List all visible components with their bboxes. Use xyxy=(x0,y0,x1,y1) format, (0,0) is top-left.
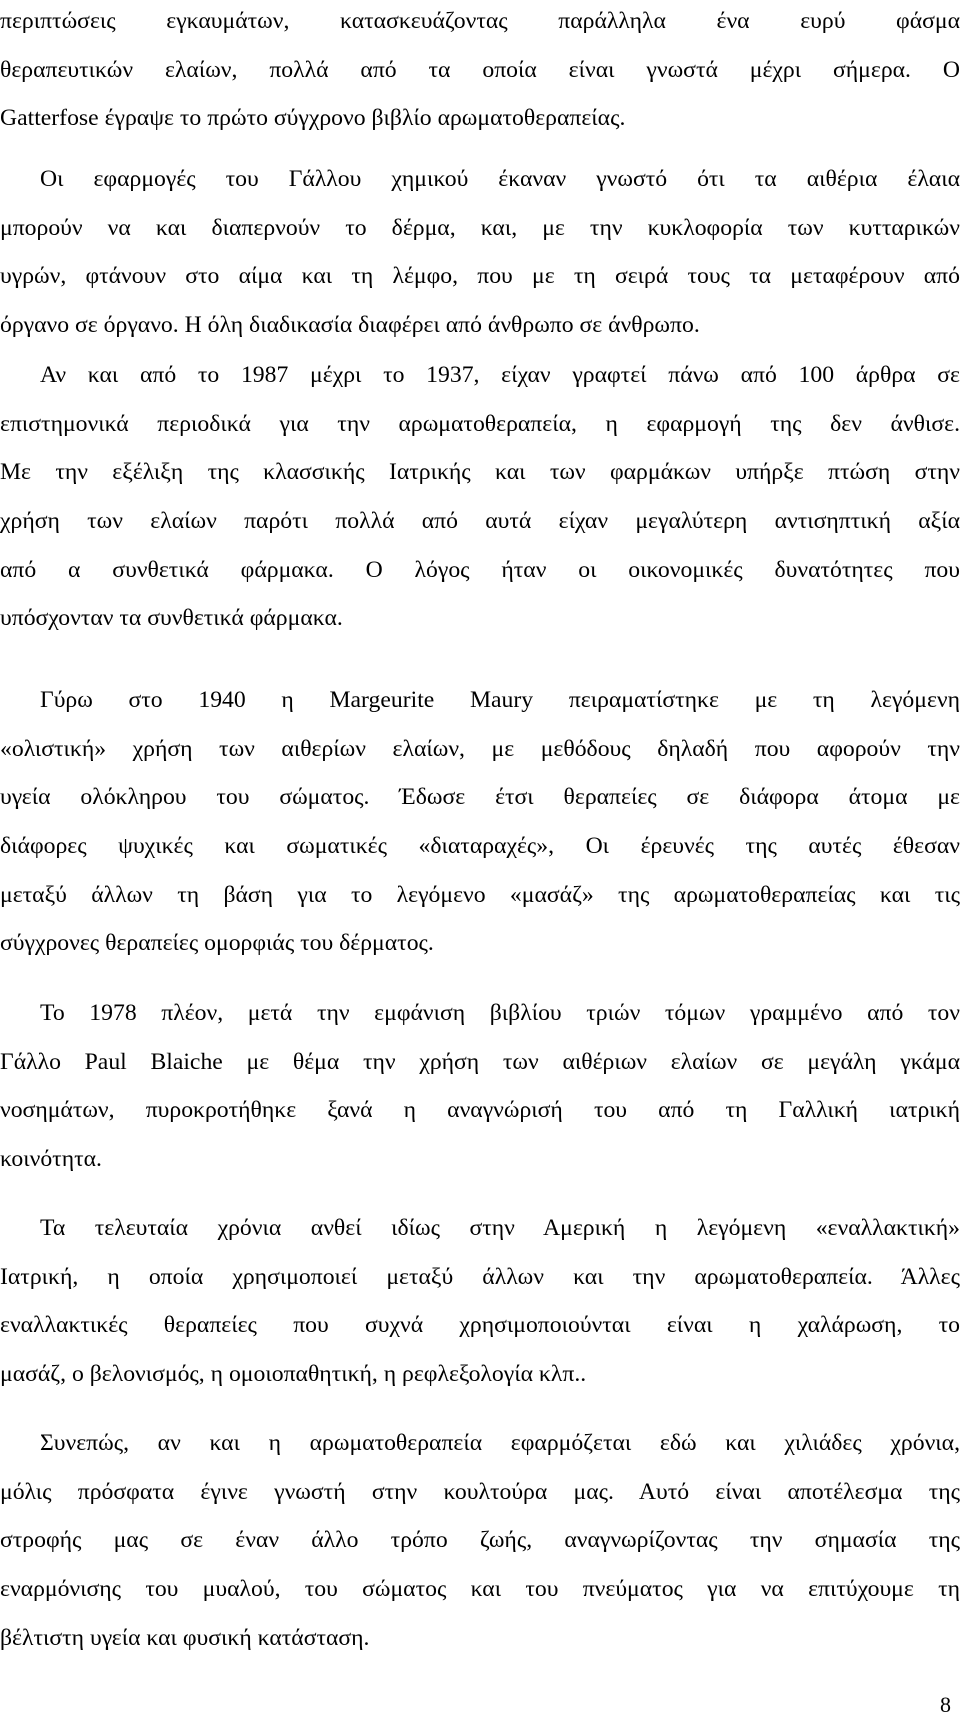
text-line: Ιατρική, η οποία χρησιμοποιεί μεταξύ άλλων και την αρωματοθεραπεία. Άλλες xyxy=(0,1263,960,1290)
text-line: Τα τελευταία χρόνια ανθεί ιδίως στην Αμερική η λεγόμενη «εναλλακτική» xyxy=(40,1215,960,1241)
text-line: Γύρω στο 1940 η Margeurite Maury πειραματίστηκε με τη λεγόμενη xyxy=(40,687,960,713)
paragraph-7 xyxy=(0,1419,960,1662)
paragraph-4 xyxy=(0,676,960,968)
text-line: περιπτώσεις εγκαυμάτων, κατασκευάζοντας παράλληλα ένα ευρύ φάσμα xyxy=(0,8,960,34)
text-line: Συνεπώς, αν και η αρωματοθεραπεία εφαρμόζεται εδώ και χιλιάδες χρόνια, xyxy=(40,1430,960,1456)
text-line: υπόσχονταν τα συνθετικά φάρμακα. xyxy=(0,605,343,632)
text-line: Γάλλο Paul Blaiche με θέμα την χρήση των αιθέριων ελαίων σε μεγάλη γκάμα xyxy=(0,1048,960,1075)
text-line: βέλτιστη υγεία και φυσική κατάσταση. xyxy=(0,1624,370,1651)
text-line: Αν και από το 1987 μέχρι το 1937, είχαν γραφτεί πάνω από 100 άρθρα σε xyxy=(40,362,960,388)
text-line: Οι εφαρμογές του Γάλλου χημικού έκαναν γνωστό ότι τα αιθέρια έλαια xyxy=(40,166,960,192)
text-line: νοσημάτων, πυροκροτήθηκε ξανά η αναγνώρισή του από τη Γαλλική ιατρική xyxy=(0,1097,960,1124)
text-line: κοινότητα. xyxy=(0,1146,102,1173)
paragraph-6 xyxy=(0,1204,960,1399)
paragraph-1 xyxy=(0,0,960,143)
text-line: εναλλακτικές θεραπείες που συχνά χρησιμοποιούνται είναι η χαλάρωση, το xyxy=(0,1312,960,1339)
text-line: μεταξύ άλλων τη βάση για το λεγόμενο «μασάζ» της αρωματοθεραπείας και τις xyxy=(0,881,960,908)
text-line: εναρμόνισης του μυαλού, του σώματος και του πνεύματος για να επιτύχουμε τη xyxy=(0,1576,960,1603)
paragraph-5 xyxy=(0,989,960,1184)
text-line: από α συνθετικά φάρμακα. Ο λόγος ήταν οι οικονομικές δυνατότητες που xyxy=(0,556,960,583)
text-line: Με την εξέλιξη της κλασσικής Ιατρικής και των φαρμάκων υπήρξε πτώση στην xyxy=(0,459,960,486)
text-line: όργανο σε όργανο. Η όλη διαδικασία διαφέρει από άνθρωπο σε άνθρωπο. xyxy=(0,312,700,339)
text-line: στροφής μας σε έναν άλλο τρόπο ζωής, αναγνωρίζοντας την σημασία της xyxy=(0,1527,960,1554)
text-line: θεραπευτικών ελαίων, πολλά από τα οποία είναι γνωστά μέχρι σήμερα. Ο xyxy=(0,56,960,83)
text-line: Gatterfose έγραψε το πρώτο σύγχρονο βιβλίο αρωματοθεραπείας. xyxy=(0,105,626,132)
text-line: μόλις πρόσφατα έγινε γνωστή στην κουλτούρα μας. Αυτό είναι αποτέλεσμα της xyxy=(0,1478,960,1505)
page-number: 8 xyxy=(940,1692,951,1717)
text-line: «ολιστική» χρήση των αιθερίων ελαίων, με μεθόδους δηλαδή που αφορούν την xyxy=(0,735,960,762)
text-line: χρήση των ελαίων παρότι πολλά από αυτά είχαν μεγαλύτερη αντισηπτική αξία xyxy=(0,508,960,535)
text-line: διάφορες ψυχικές και σωματικές «διαταραχές», Οι έρευνές της αυτές έθεσαν xyxy=(0,833,960,860)
text-line: υγρών, φτάνουν στο αίμα και τη λέμφο, που με τη σειρά τους τα μεταφέρουν από xyxy=(0,263,960,290)
text-line: υγεία ολόκληρου του σώματος. Έδωσε έτσι θεραπείες σε διάφορα άτομα με xyxy=(0,784,960,811)
text-line: μπορούν να και διαπερνούν το δέρμα, και, με την κυκλοφορία των κυτταρικών xyxy=(0,214,960,241)
paragraph-3 xyxy=(0,351,960,643)
text-line: επιστημονικά περιοδικά για την αρωματοθεραπεία, η εφαρμογή της δεν άνθισε. xyxy=(0,410,960,437)
text-line: σύγχρονες θεραπείες ομορφιάς του δέρματος. xyxy=(0,930,434,957)
text-line: μασάζ, ο βελονισμός, η ομοιοπαθητική, η ρεφλεξολογία κλπ.. xyxy=(0,1361,587,1388)
text-line: Το 1978 πλέον, μετά την εμφάνιση βιβλίου τριών τόμων γραμμένο από τον xyxy=(40,1000,960,1026)
paragraph-2 xyxy=(0,155,960,350)
